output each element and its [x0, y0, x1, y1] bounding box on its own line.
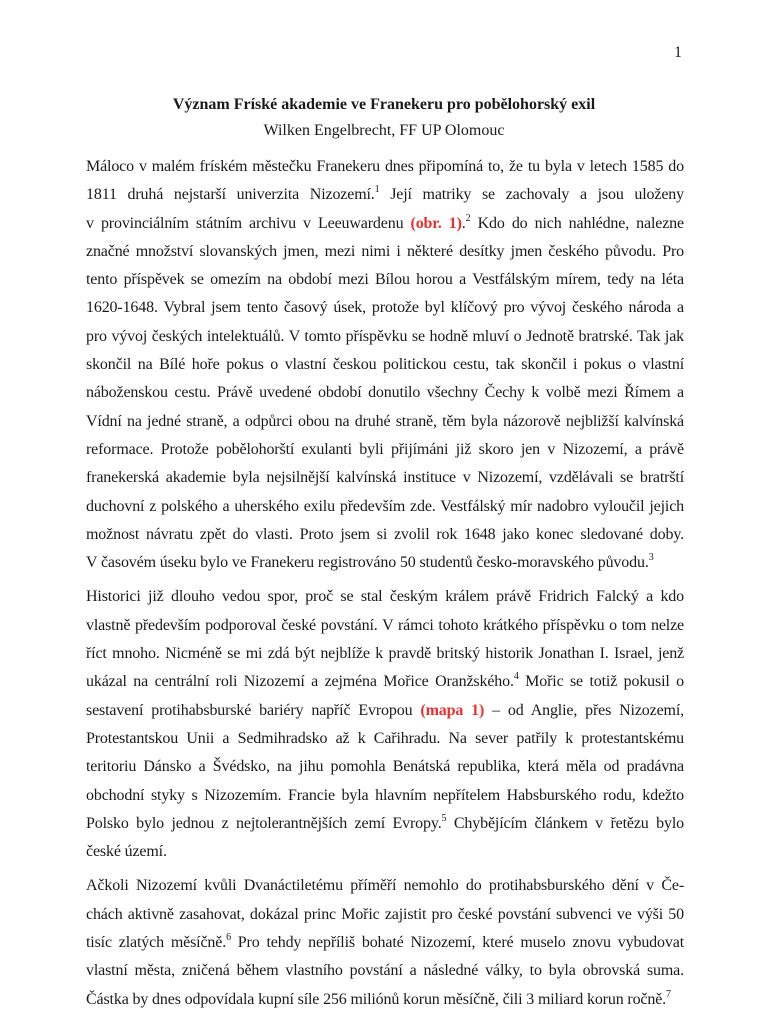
- text-line: [86, 408, 684, 436]
- text-line: [86, 323, 684, 351]
- document-body: [86, 153, 684, 1014]
- text-segment: franekerská akademie byla nejsilnější kalvínská instituce v Nizozemí, vzdělávali se bratrští: [86, 469, 684, 487]
- text-line: [86, 640, 684, 668]
- text-line: [86, 725, 684, 753]
- text-line: [86, 957, 684, 985]
- text-segment: – od Anglie, přes Nizozemí,: [484, 701, 685, 719]
- text-line: [86, 210, 684, 238]
- text-segment: náboženskou cestu. Právě uvedené období donutilo všechny Čechy k volbě mezi Římem a: [86, 384, 684, 402]
- text-segment: značné množství slovanských jmen, mezi nimi i některé desítky jmen českého původu. Pro: [86, 242, 684, 260]
- text-line: [86, 986, 684, 1014]
- text-segment: Historici již dlouho vedou spor, proč se stal českým králem právě Fridrich Falcký a kdo: [86, 588, 684, 606]
- paragraph-2: [86, 583, 684, 866]
- text-segment: obchodní styky s Nizozemím. Francie byla hlavním nepřítelem Habsburského rodu, kdežto: [86, 786, 684, 804]
- text-segment: reformace. Protože pobělohorští exulanti byli přijímáni již skoro jen v Nizozemí, a právě: [86, 440, 684, 458]
- text-segment: duchovní z polského a uherského exilu především zde. Vestfálský mír nadobro vyloučil jejich: [86, 497, 684, 515]
- paragraph-3: [86, 872, 684, 1013]
- text-segment: Její matriky se zachovaly a jsou uloženy: [379, 186, 685, 204]
- text-segment: Pro tehdy nepříliš bohaté Nizozemí, které muselo znovu vybudovat: [230, 934, 684, 952]
- text-line: [86, 697, 684, 725]
- footnote-marker[interactable]: 2: [465, 212, 471, 224]
- figure-reference: (obr. 1): [410, 214, 462, 232]
- text-segment: tento příspěvek se omezím na období mezi Bílou horou a Vestfálským mírem, tedy na léta: [86, 271, 684, 289]
- footnote-marker[interactable]: 4: [513, 671, 519, 683]
- text-segment: v provinciálním státním archivu v Leeuwardenu: [86, 214, 411, 232]
- text-segment: 1620-1648. Vybral jsem tento časový úsek, protože byl klíčový pro vývoj českého národa a: [86, 299, 684, 317]
- footnote-marker[interactable]: 3: [648, 552, 654, 564]
- text-line: [86, 464, 684, 492]
- document-title: Význam Fríské akademie ve Franekeru pro pobělohorský exil: [172, 96, 596, 113]
- text-line: [86, 583, 684, 611]
- text-segment: sestavení protihabsburské bariéry napříč Evropou: [86, 701, 421, 719]
- text-segment: Mořic se totiž pokusil o: [518, 673, 684, 691]
- text-segment: možnost návratu zpět do vlasti. Proto jsem si zvolil rok 1648 jako konec sledované doby.: [86, 525, 684, 543]
- text-line: [86, 612, 684, 640]
- text-segment: .: [461, 214, 466, 232]
- text-segment: Polsko bylo jednou z nejtolerantnějších zemí Evropy.: [86, 814, 442, 832]
- text-line: [86, 436, 684, 464]
- text-line: [86, 521, 684, 549]
- text-line: [86, 153, 684, 181]
- text-segment: Ačkoli Nizozemí kvůli Dvanáctiletému příměří nemohlo do protihabsburského dění v Če-: [86, 877, 684, 895]
- text-line: [86, 549, 684, 577]
- text-line: [86, 810, 684, 838]
- text-line: [86, 929, 684, 957]
- text-line: [86, 872, 684, 900]
- text-segment: Kdo do nich nahlédne, nalezne: [470, 214, 684, 232]
- text-line: [86, 351, 684, 379]
- figure-reference: (mapa 1): [420, 701, 485, 719]
- text-segment: Protestantskou Unii a Sedmihradsko až k Cařihradu. Na sever patřily k protestantskému: [86, 729, 684, 747]
- text-line: [86, 901, 684, 929]
- text-segment: Máloco v malém fríském městečku Franekeru dnes připomíná to, že tu byla v letech 1585 do: [86, 158, 684, 175]
- text-segment: V časovém úseku bylo ve Franekeru registrováno 50 studentů česko-moravského původu.: [86, 554, 649, 572]
- text-segment: české území.: [86, 843, 167, 861]
- text-line: [86, 782, 684, 810]
- footnote-marker[interactable]: 1: [374, 184, 380, 196]
- text-segment: chách aktivně zasahovat, dokázal princ Mořic zajistit pro české povstání subvenci ve výši 50: [86, 905, 684, 923]
- text-line: [86, 181, 684, 209]
- text-line: [86, 753, 684, 781]
- text-segment: skončil na Bílé hoře pokus o vlastní českou politickou cestu, tak skončil i pokus o vlastní: [86, 356, 684, 374]
- text-segment: pro vývoj českých intelektuálů. V tomto příspěvku se hodně mluví o Jednotě bratrské. Tak jak: [86, 327, 684, 345]
- text-segment: tisíc zlatých měsíčně.: [86, 934, 227, 952]
- paragraph-1: [86, 153, 684, 577]
- text-line: [86, 238, 684, 266]
- page-number: 1: [674, 44, 682, 61]
- text-segment: vlastní města, zničená během vlastního povstání a následné války, to byla obrovská suma.: [86, 962, 684, 980]
- text-line: [86, 379, 684, 407]
- text-segment: Částka by dnes odpovídala kupní síle 256 miliónů korun měsíčně, čili 3 miliard korun ročně.: [86, 990, 667, 1008]
- text-segment: Chybějícím článkem v řetězu bylo: [446, 814, 684, 832]
- footnote-marker[interactable]: 7: [666, 988, 671, 1000]
- text-line: [86, 294, 684, 322]
- text-line: [86, 493, 684, 521]
- text-segment: Vídní na jedné straně, a odpůrci obou na druhé straně, těm byla názorově nejbližší kalvínská: [86, 412, 684, 430]
- text-segment: 1811 druhá nejstarší univerzita Nizozemí.: [86, 186, 375, 204]
- text-segment: říct mnoho. Nicméně se mi zdá být nejblíže k pravdě britský historik Jonathan I. Israel, jenž: [86, 645, 684, 663]
- footnote-marker[interactable]: 5: [441, 812, 447, 824]
- footnote-marker[interactable]: 6: [226, 932, 231, 944]
- text-line: [86, 668, 684, 696]
- text-segment: vlastně především podporoval české povstání. V rámci tohoto krátkého příspěvku o tom nelze: [86, 616, 684, 634]
- text-segment: teritoriu Dánsko a Švédsko, na jihu pomohla Benátská republika, která měla od pradávna: [86, 758, 684, 776]
- text-line: [86, 266, 684, 294]
- document-author: Wilken Engelbrecht, FF UP Olomouc: [263, 122, 505, 139]
- text-segment: ukázal na centrální roli Nizozemí a zejména Mořice Oranžského.: [86, 673, 514, 691]
- text-line: [86, 838, 684, 866]
